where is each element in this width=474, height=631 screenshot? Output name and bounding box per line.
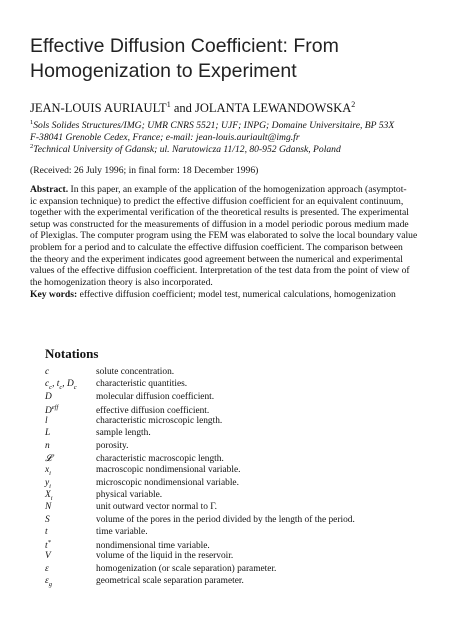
affiliation-2 (30, 141, 450, 156)
notation-row (45, 428, 445, 440)
keywords (30, 289, 396, 300)
notation-description: homogenization (or scale separation) parameter. (96, 563, 277, 574)
notation-description: porosity. (96, 440, 129, 451)
abstract-line-6: problem for a period and to calculate the effective diffusion coefficient. The comparison between (30, 241, 403, 253)
notation-description: macroscopic nondimensional variable. (96, 465, 241, 476)
notation-row (45, 404, 445, 416)
notation-symbol: S (45, 514, 50, 525)
notation-description: nondimensional time variable. (96, 541, 210, 552)
notation-symbol: c (45, 367, 50, 377)
notation-description: characteristic macroscopic length. (96, 454, 224, 465)
notation-symbol: N (45, 502, 52, 513)
notation-description: effective diffusion coefficient. (96, 406, 210, 417)
abstract-line-8: values of the effective diffusion coefficient. Interpretation of the test data from the point of view of (30, 265, 410, 277)
notation-row (45, 367, 445, 379)
author-auriault: JEAN-LOUIS AURIAULT (30, 101, 167, 116)
notation-description: geometrical scale separation parameter. (96, 576, 244, 587)
notation-row (45, 564, 445, 576)
notation-symbol: 𝓛 (45, 454, 52, 465)
notations-list (45, 367, 445, 588)
notation-symbol: $c_c$, $t_c$, $D_c$ (45, 379, 77, 392)
notation-row (45, 502, 445, 514)
abstract-line-2: ic expansion technique) to predict the effective diffusion coefficient for an equivalent continuum, (30, 195, 404, 207)
notation-symbol: V (45, 551, 51, 562)
notation-description: solute concentration. (96, 367, 175, 377)
notation-symbol: t (45, 526, 48, 537)
notation-description: characteristic quantities. (96, 379, 188, 390)
notation-description: volume of the liquid in the reservoir. (96, 551, 234, 562)
notation-row (45, 441, 445, 453)
affil1-mark: 1 (30, 119, 34, 126)
abstract-line-9: the homogenization theory is also incorporated. (30, 276, 213, 288)
notation-row (45, 539, 445, 551)
notation-symbol: t* (45, 539, 51, 552)
affil2-line-1: Technical University of Gdansk; ul. Narutowicza 11/12, 80-952 Gdansk, Poland (33, 144, 341, 156)
notation-row (45, 392, 445, 404)
received-dates: (Received: 26 July 1996; in final form: 18 December 1996) (30, 165, 259, 176)
notation-symbol: l (45, 416, 48, 427)
notation-symbol: n (45, 440, 50, 451)
abstract (30, 184, 444, 288)
notation-row (45, 416, 445, 428)
keywords-text: effective diffusion coefficient; model test, numerical calculations, homogenization (77, 289, 396, 300)
abstract-label: Abstract. (30, 184, 69, 195)
notation-symbol: $D^{eff}$ (45, 403, 59, 417)
notation-symbol: D (45, 391, 52, 402)
notation-symbol: L (45, 428, 51, 439)
notation-row (45, 478, 445, 490)
notation-row (45, 465, 445, 477)
title-line-1: Effective Diffusion Coefficient: From (30, 35, 339, 57)
author-lewandowska: JOLANTA LEWANDOWSKA (195, 101, 352, 116)
notation-description: characteristic microscopic length. (96, 416, 223, 427)
affil2-mark: 2 (30, 143, 34, 150)
notation-description: unit outward vector normal to Γ. (96, 502, 217, 513)
notation-description: sample length. (96, 428, 151, 439)
notation-symbol: $x_i$ (45, 465, 51, 478)
notation-row (45, 576, 445, 588)
notation-description: molecular diffusion coefficient. (96, 391, 215, 402)
affiliation-1 (30, 117, 450, 143)
keywords-label: Key words: (30, 289, 78, 300)
abstract-line-1: In this paper, an example of the application of the homogenization approach (asymptot- (68, 184, 407, 195)
author-connector: and (170, 101, 196, 116)
author-list (30, 100, 355, 116)
author2-affil-mark: 2 (351, 100, 356, 109)
notation-row (45, 379, 445, 391)
abstract-line-3: together with the experimental verification of the theoretical results is presented. The experimental (30, 207, 409, 219)
affil1-line-1: Sols Solides Structures/IMG; UMR CNRS 5521; UJF; INPG; Domaine Universitaire, BP 53X (33, 120, 395, 132)
notation-row (45, 515, 445, 527)
notations-heading: Notations (45, 346, 99, 361)
title-line-2: Homogenization to Experiment (30, 60, 297, 82)
notation-symbol: $y_i$ (45, 477, 51, 490)
notation-row (45, 551, 445, 563)
notation-symbol: $X_i$ (45, 489, 53, 502)
notation-description: physical variable. (96, 489, 163, 500)
affil1-line-2: F-38041 Grenoble Cedex, France; e-mail: jean-louis.auriault@img.fr (30, 131, 300, 143)
author1-affil-mark: 1 (166, 100, 171, 109)
notation-row (45, 490, 445, 502)
paper-title (30, 34, 450, 84)
notation-row (45, 453, 445, 465)
notation-symbol: $\varepsilon_g$ (45, 576, 52, 588)
abstract-line-5: of Plexiglas. The computer program using the FEM was elaborated to solve the local boundary value (30, 230, 418, 242)
notation-description: microscopic nondimensional variable. (96, 477, 239, 488)
notation-symbol: ε (45, 563, 49, 574)
notation-row (45, 527, 445, 539)
notation-description: time variable. (96, 526, 148, 537)
abstract-line-4: setup was constructed for the measurements of diffusion in a model periodic porous medium made (30, 218, 409, 230)
abstract-line-7: the theory and the experiment indicates good agreement between the numerical and experimental (30, 253, 403, 265)
notation-description: volume of the pores in the period divided by the length of the period. (96, 514, 355, 525)
